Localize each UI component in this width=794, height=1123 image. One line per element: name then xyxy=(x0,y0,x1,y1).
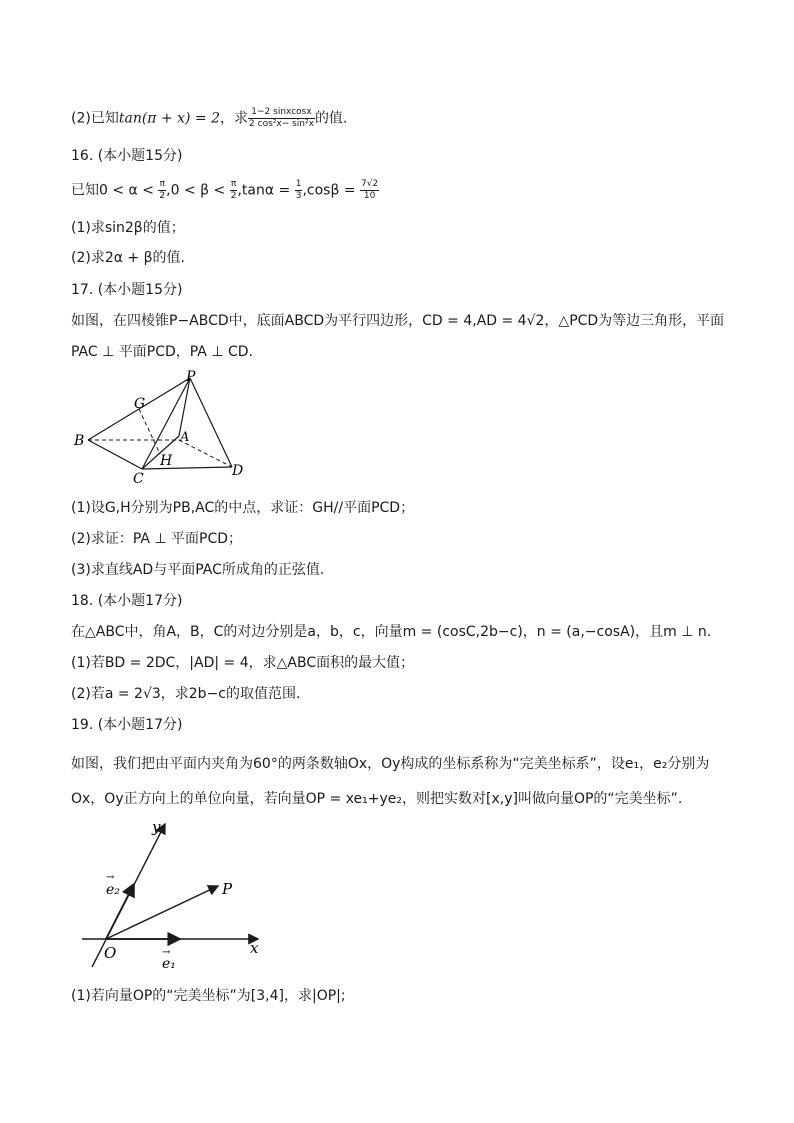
label-a: A xyxy=(180,430,190,445)
edge-bc xyxy=(88,440,142,469)
pyramid-figure xyxy=(70,368,260,486)
frac-num: 1 xyxy=(295,179,302,189)
label-c: C xyxy=(133,471,144,486)
q19-stem-line1: 如图，我们把由平面内夹角为60°的两条数轴Ox，Oy构成的坐标系称为“完美坐标系”，设e₁，e₂分别为 xyxy=(71,756,710,772)
q15-fraction xyxy=(248,107,315,130)
edge-cd xyxy=(142,467,232,469)
frac-den: 2 xyxy=(230,191,237,201)
q16-frac-pi-2-a xyxy=(158,179,166,202)
frac-num: 7√2 xyxy=(361,179,379,189)
q16-cond-mid3: ,cosβ = xyxy=(302,182,356,199)
frac-num: π xyxy=(230,179,237,189)
e2-arrow-icon: → xyxy=(106,872,115,883)
q16-frac-cos xyxy=(360,179,379,202)
frac-den: 2 xyxy=(159,191,166,201)
label-e2: e₂ xyxy=(106,882,120,898)
coordinate-figure xyxy=(76,818,276,978)
q16-part1: (1)求sin2β的值； xyxy=(71,220,185,236)
q19-part1: (1)若向量OP的“完美坐标”为[3,4]，求|OP|; xyxy=(71,988,346,1004)
label-o: O xyxy=(104,944,117,962)
q17-stem-line2: PAC ⊥ 平面PCD，PA ⊥ CD. xyxy=(71,344,253,360)
q18-header: 18. (本小题17分) xyxy=(71,593,183,609)
q17-part2: (2)求证：PA ⊥ 平面PCD； xyxy=(71,531,243,547)
q15-part2-prefix: (2)已知 xyxy=(71,110,119,127)
q16-part2: (2)求2α + β的值. xyxy=(71,250,185,266)
q15-part2-suffix: 的值. xyxy=(314,110,348,127)
frac-den: 10 xyxy=(363,191,376,201)
q16-cond-mid1: ,0 < β < xyxy=(166,182,226,199)
q16-header: 16. (本小题15分) xyxy=(71,148,183,164)
e1-arrow-icon: → xyxy=(162,947,171,958)
edge-pd xyxy=(190,378,232,467)
segment-gh-dashed xyxy=(139,409,160,454)
q17-part3: (3)求直线AD与平面PAC所成角的正弦值. xyxy=(71,562,325,578)
q15-frac-numerator: 1−2 sinxcosx xyxy=(248,107,315,119)
q15-frac-denominator: 2 cos²x− sin²x xyxy=(249,119,314,129)
q15-part2 xyxy=(71,107,347,130)
q16-cond-prefix: 已知0 < α < xyxy=(71,182,154,199)
edge-pa-solid xyxy=(179,378,190,436)
q19-header: 19. (本小题17分) xyxy=(71,717,183,733)
q17-header: 17. (本小题15分) xyxy=(71,282,183,298)
label-d: D xyxy=(232,463,244,479)
label-g: G xyxy=(134,396,146,412)
frac-num: π xyxy=(159,179,165,189)
q16-condition xyxy=(71,179,379,202)
q18-stem: 在△ABC中，角A，B，C的对边分别是a，b，c，向量m = (cosC,2b−c)，n = (a,−cosA)，且m ⊥ n. xyxy=(71,624,712,640)
q19-stem-line2: Ox，Oy正方向上的单位向量，若向量OP = xe₁+ye₂，则把实数对[x,y]叫做向量OP的“完美坐标”. xyxy=(71,791,683,807)
frac-den: 3 xyxy=(295,191,302,201)
q18-part2: (2)若a = 2√3，求2b−c的取值范围. xyxy=(71,686,301,702)
q17-part1: (1)设G,H分别为PB,AC的中点，求证：GH//平面PCD； xyxy=(71,500,415,516)
q15-tan-expr: tan(π + x) = 2 xyxy=(118,110,221,127)
label-b: B xyxy=(74,433,85,449)
label-e1: e₁ xyxy=(162,956,176,972)
vector-op xyxy=(106,886,218,939)
label-p: P xyxy=(186,369,196,385)
label-p: P xyxy=(222,880,233,898)
q16-cond-mid2: ,tanα = xyxy=(237,182,291,199)
q18-part1: (1)若BD = 2DC，|AD| = 4，求△ABC面积的最大值； xyxy=(71,655,415,671)
label-h: H xyxy=(160,453,173,469)
q17-stem-line1: 如图，在四棱锥P−ABCD中，底面ABCD为平行四边形，CD = 4,AD = 4√2，△PCD为等边三角形，平面 xyxy=(71,313,725,329)
label-x: x xyxy=(250,939,259,957)
q15-part2-mid: ，求 xyxy=(220,110,249,127)
label-y: y xyxy=(152,818,161,836)
